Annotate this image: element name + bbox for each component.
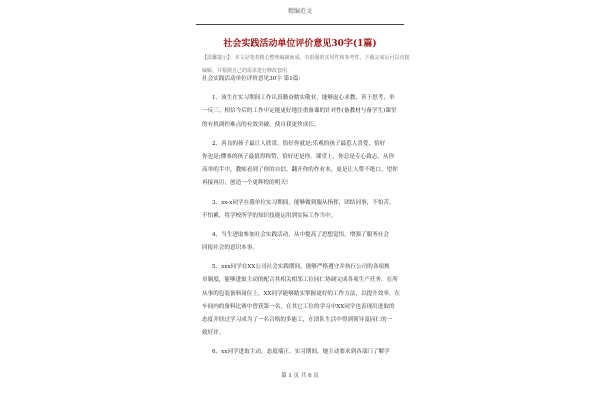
paragraph-line: 一反三。相信今后的工作中定能更好地注重备课的针对性(备教材与备学生)课堂 xyxy=(202,108,397,115)
paragraph-line: 致好评。 xyxy=(202,330,225,337)
notice-line: 编辑，并根据自己的需求进行修改套用。 xyxy=(202,68,293,75)
page-footer: 第 1 页 共 6 页 xyxy=(281,373,319,379)
paragraph-line: 2、善良的孩子最让人欣赏，恰好你就是;乐观的孩子最惹人喜爱，恰好 xyxy=(212,140,386,147)
paragraph-line: 态度并经过学习成为了一名合格的多能工，在团队生活中得到领导及同仁的一 xyxy=(202,317,393,323)
paragraph-line: 再接再厉，创造一个更辉煌的明天! xyxy=(202,180,289,187)
paragraph-line: 1、该生在实习期间工作认真勤奋踏实敬业，能够虚心求教，善于思考，举 xyxy=(212,95,395,102)
notice-line: 【温馨提示】：本文是笔者精心整理编制而成，有很强的实用性和参考性，下载完成后可以直接 xyxy=(202,55,410,61)
header-rule xyxy=(196,24,404,25)
paragraph-line: 4、当生进取参加社会实践活动，从中提高了思想觉悟，增强了服务社会 xyxy=(212,231,389,238)
paragraph-line: 的有机调控难点的有效突破，使自我更快成长。 xyxy=(202,121,320,128)
subtitle: 社会实践活动单位评价意见30字 第1篇： xyxy=(202,76,304,82)
paragraph-line: 回报社会的意识本事。 xyxy=(202,245,258,252)
paragraph-line: 章制度，能够进取主动的配合其相关相邻工位同仁协调完成各项生产任务。在所 xyxy=(202,277,398,284)
document-title: 社会实践活动单位评价意见30字(1篇) xyxy=(223,39,377,49)
paragraph-line: 6、xx同学进取主动，态度端正。实习期间，她主动要求到各部门了解学 xyxy=(212,349,390,356)
header-label: 精编范文 xyxy=(287,8,312,15)
paragraph-line: 高举的手中，教师看到了你的自信。翻开你的作业本，更是让人赞不绝口。望你 xyxy=(202,167,398,174)
paragraph-line: 车间内的备料比赛中曾获第一名，在其它工位的学习中XX同学也表现出进取的 xyxy=(202,303,395,310)
paragraph-line: 5、xxx同学在XX公司社会实践期间，能够严格遵守并执行公司的各项规 xyxy=(212,264,390,271)
paragraph-line: 从事的包装备料岗位上，XX同学能够踏实掌握更好的工作方法，以提升效率，在 xyxy=(202,290,401,297)
paragraph-line: 3、xx-x同学在我单位实习期间，能够做到服从指挥，团结同事，不怕苦， xyxy=(212,199,395,206)
paragraph-line: 不怕累，将学校所学的知识技能运用到实际工作当中。 xyxy=(202,212,337,219)
document-body xyxy=(202,73,402,360)
paragraph-line: 你也是;懂事的孩子最值得称赞，恰好还是你。课堂上，你总是专心致志，从你 xyxy=(202,153,395,160)
